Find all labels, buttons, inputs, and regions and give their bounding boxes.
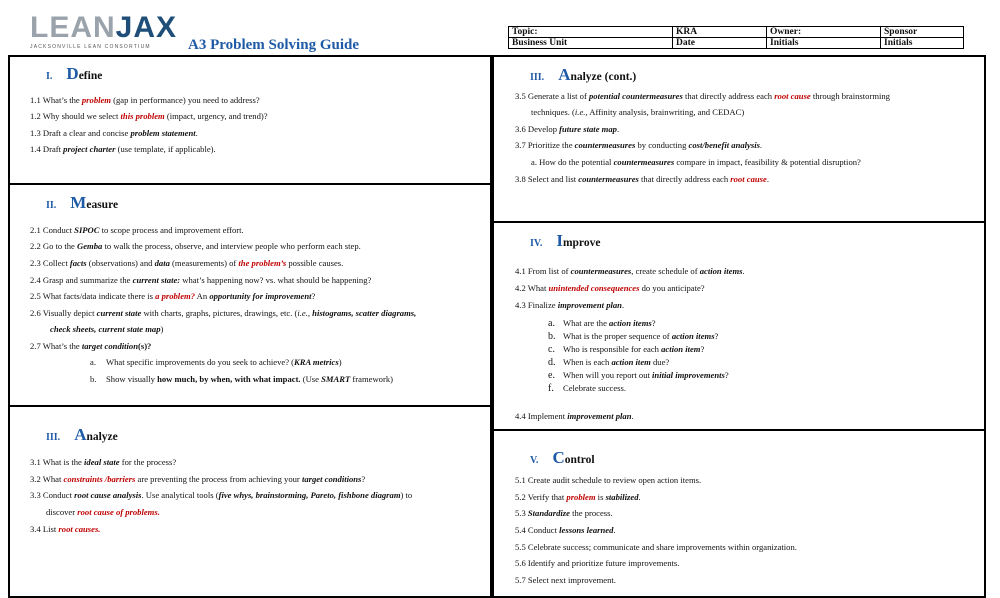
improve-item-3f: f. Celebrate success. [548, 383, 626, 394]
header-business-unit: Business Unit [509, 38, 673, 49]
define-item-1: 1.1 What’s the problem (gap in performance) you need to address? [30, 95, 260, 105]
measure-item-2: 2.2 Go to the Gemba to walk the process, observe, and interview people who perform each step. [30, 241, 361, 251]
analyze-item-3: 3.3 Conduct root cause analysis. Use analytical tools (five whys, brainstorming, Pareto, fishbone diagram) to [30, 490, 413, 500]
improve-item-3b: b. What is the proper sequence of action items? [548, 331, 719, 342]
improve-item-3d: d. When is each action item due? [548, 357, 670, 368]
analyze-cont-item-5: 3.5 Generate a list of potential countermeasures that directly address each root cause through brainstorming [515, 91, 890, 101]
measure-item-4: 2.4 Grasp and summarize the current state: what’s happening now? vs. what should be happening? [30, 275, 372, 285]
section-heading-improve: IV. Improve [530, 231, 601, 250]
control-item-1: 5.1 Create audit schedule to review open action items. [515, 475, 702, 485]
improve-item-1: 4.1 From list of countermeasures, create schedule of action items. [515, 266, 745, 276]
define-item-3: 1.3 Draft a clear and concise problem statement. [30, 128, 198, 138]
logo-text-a: LEAN [30, 11, 116, 44]
header-date: Date [673, 38, 767, 49]
page-title: A3 Problem Solving Guide [188, 37, 359, 53]
analyze-cont-item-7a: a. How do the potential countermeasures compare in impact, feasibility & potential disruption? [531, 157, 861, 167]
improve-item-3a: a. What are the action items? [548, 318, 656, 329]
leanjax-logo [30, 11, 180, 50]
analyze-cont-item-8: 3.8 Select and list countermeasures that directly address each root cause. [515, 174, 769, 184]
improve-item-3c: c. Who is responsible for each action item? [548, 344, 705, 355]
measure-item-7: 2.7 What’s the target condition(s)? [30, 341, 152, 351]
analyze-cont-item-7: 3.7 Prioritize the countermeasures by conducting cost/benefit analysis. [515, 140, 763, 150]
measure-item-3: 2.3 Collect facts (observations) and data (measurements) of the problem’s possible causes. [30, 258, 344, 268]
measure-item-5: 2.5 What facts/data indicate there is a problem? An opportunity for improvement? [30, 291, 316, 301]
logo-tagline: JACKSONVILLE LEAN CONSORTIUM [30, 44, 151, 50]
measure-item-6-cont: check sheets, current state map) [50, 324, 164, 334]
measure-item-7b: b. Show visually how much, by when, with what impact. (Use SMART framework) [90, 374, 393, 384]
improve-item-4: 4.4 Implement improvement plan. [515, 411, 634, 421]
improve-item-3e: e. When will you report out initial improvements? [548, 370, 729, 381]
analyze-item-2: 3.2 What constraints /barriers are preventing the process from achieving your target conditions? [30, 474, 366, 484]
section-heading-control: V. Control [530, 448, 595, 467]
measure-item-1: 2.1 Conduct SIPOC to scope process and improvement effort. [30, 225, 244, 235]
section-heading-define: I. Define [46, 64, 103, 83]
section-heading-measure: II. Measure [46, 193, 119, 212]
control-item-3: 5.3 Standardize the process. [515, 508, 613, 518]
control-item-7: 5.7 Select next improvement. [515, 575, 616, 585]
control-item-5: 5.5 Celebrate success; communicate and share improvements within organization. [515, 542, 797, 552]
header-topic: Topic: [509, 27, 673, 38]
analyze-item-1: 3.1 What is the ideal state for the process? [30, 457, 177, 467]
header-initials-2: Initials [881, 38, 964, 49]
control-item-6: 5.6 Identify and prioritize future improvements. [515, 558, 680, 568]
improve-item-3: 4.3 Finalize improvement plan. [515, 300, 625, 310]
header-kra: KRA [673, 27, 767, 38]
analyze-cont-item-5-cont: techniques. (i.e., Affinity analysis, brainwriting, and CEDAC) [531, 107, 745, 117]
define-item-2: 1.2 Why should we select this problem (impact, urgency, and trend)? [30, 111, 268, 121]
define-item-4: 1.4 Draft project charter (use template, if applicable). [30, 144, 216, 154]
section-heading-analyze: III. Analyze [46, 425, 118, 444]
control-item-4: 5.4 Conduct lessons learned. [515, 525, 616, 535]
header-owner: Owner: [767, 27, 881, 38]
header-sponsor: Sponsor [881, 27, 964, 38]
analyze-item-3-cont: discover root cause of problems. [46, 507, 160, 517]
header-initials-1: Initials [767, 38, 881, 49]
control-item-2: 5.2 Verify that problem is stabilized. [515, 492, 641, 502]
measure-item-7a: a. What specific improvements do you seek to achieve? (KRA metrics) [90, 357, 342, 367]
section-heading-analyze-cont: III. Analyze (cont.) [530, 65, 637, 84]
analyze-cont-item-6: 3.6 Develop future state map. [515, 124, 620, 134]
improve-item-2: 4.2 What unintended consequences do you anticipate? [515, 283, 705, 293]
analyze-item-4: 3.4 List root causes. [30, 524, 101, 534]
measure-item-6: 2.6 Visually depict current state with charts, graphs, pictures, drawings, etc. (i.e., histograms, scatter diagrams, [30, 308, 417, 318]
header-table [508, 26, 964, 49]
logo-text-b: JAX [115, 11, 178, 44]
